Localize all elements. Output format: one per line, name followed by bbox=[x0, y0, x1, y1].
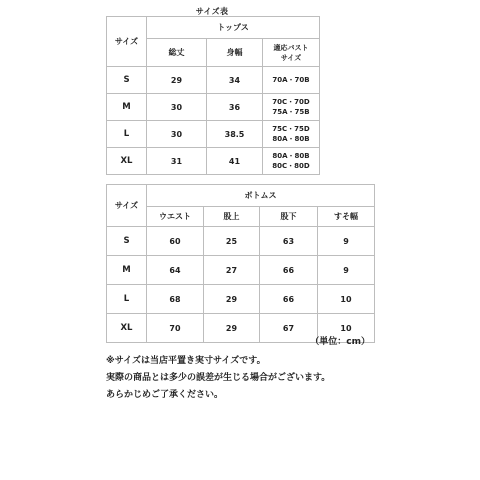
tops-size-header: サイズ bbox=[107, 17, 147, 67]
tops-group-header: トップス bbox=[147, 17, 320, 39]
note-line: あらかじめご了承ください。 bbox=[106, 390, 224, 400]
table-row bbox=[107, 285, 375, 314]
tops-col-bust: 適応バスト サイズ bbox=[263, 39, 320, 67]
tops-cell: 80A・80B 80C・80D bbox=[263, 148, 320, 175]
bottoms-cell: 68 bbox=[147, 285, 204, 314]
tops-cell: 30 bbox=[147, 121, 207, 148]
tops-cell: 30 bbox=[147, 94, 207, 121]
bottoms-cell: 63 bbox=[260, 227, 318, 256]
size-notes bbox=[106, 353, 330, 404]
table-row bbox=[107, 148, 320, 175]
tops-cell: 41 bbox=[207, 148, 263, 175]
tops-cell: 34 bbox=[207, 67, 263, 94]
unit-label: （単位：cm） bbox=[310, 337, 370, 347]
size-label: XL bbox=[107, 148, 147, 175]
tops-size-table bbox=[106, 16, 320, 175]
bottoms-cell: 66 bbox=[260, 285, 318, 314]
bottoms-size-table bbox=[106, 184, 375, 343]
tops-cell: 38.5 bbox=[207, 121, 263, 148]
size-label: M bbox=[107, 94, 147, 121]
bottoms-cell: 9 bbox=[318, 256, 375, 285]
bottoms-cell: 60 bbox=[147, 227, 204, 256]
size-label: S bbox=[107, 227, 147, 256]
table-row bbox=[107, 121, 320, 148]
note-line: 実際の商品とは多少の誤差が生じる場合がございます。 bbox=[106, 373, 331, 383]
bottoms-cell: 25 bbox=[204, 227, 260, 256]
size-label: M bbox=[107, 256, 147, 285]
tops-cell: 70A・70B bbox=[263, 67, 320, 94]
bottoms-cell: 10 bbox=[318, 285, 375, 314]
bottoms-cell: 64 bbox=[147, 256, 204, 285]
bottoms-size-header: サイズ bbox=[107, 185, 147, 227]
bottoms-col-waist: ウエスト bbox=[147, 207, 204, 227]
bottoms-cell: 10 bbox=[318, 314, 375, 343]
tops-cell: 36 bbox=[207, 94, 263, 121]
bottoms-cell: 29 bbox=[204, 314, 260, 343]
bottoms-col-hem: すそ幅 bbox=[318, 207, 375, 227]
bottoms-cell: 9 bbox=[318, 227, 375, 256]
bottoms-cell: 67 bbox=[260, 314, 318, 343]
bottoms-cell: 27 bbox=[204, 256, 260, 285]
table-row bbox=[107, 256, 375, 285]
tops-cell: 70C・70D 75A・75B bbox=[263, 94, 320, 121]
size-label: L bbox=[107, 121, 147, 148]
bottoms-col-rise: 股上 bbox=[204, 207, 260, 227]
tops-cell: 29 bbox=[147, 67, 207, 94]
bottoms-group-header: ボトムス bbox=[147, 185, 375, 207]
table-row bbox=[107, 67, 320, 94]
tops-cell: 75C・75D 80A・80B bbox=[263, 121, 320, 148]
bottoms-cell: 29 bbox=[204, 285, 260, 314]
note-line: ※サイズは当店平置き実寸サイズです。 bbox=[106, 356, 266, 366]
size-chart-title: サイズ表 bbox=[195, 7, 229, 16]
bottoms-cell: 66 bbox=[260, 256, 318, 285]
table-row bbox=[107, 94, 320, 121]
size-label: S bbox=[107, 67, 147, 94]
bottoms-col-inseam: 股下 bbox=[260, 207, 318, 227]
bottoms-cell: 70 bbox=[147, 314, 204, 343]
tops-col-width: 身幅 bbox=[207, 39, 263, 67]
size-label: XL bbox=[107, 314, 147, 343]
tops-col-length: 総丈 bbox=[147, 39, 207, 67]
size-label: L bbox=[107, 285, 147, 314]
tops-cell: 31 bbox=[147, 148, 207, 175]
table-row bbox=[107, 227, 375, 256]
